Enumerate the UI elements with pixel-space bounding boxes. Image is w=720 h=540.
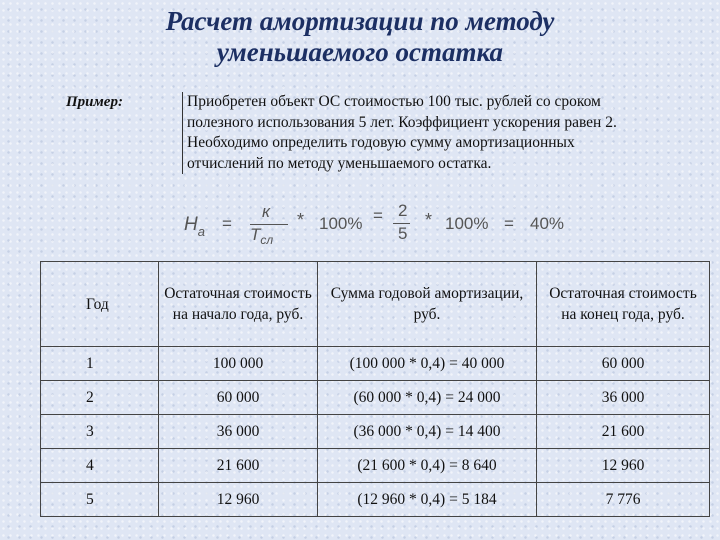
cell-start-value: 60 000 <box>159 381 318 415</box>
formula-pct-2: 100% <box>445 214 489 233</box>
cell-end-value: 36 000 <box>537 381 710 415</box>
formula-num-1: к <box>262 202 271 221</box>
formula-mult-2: * <box>425 210 433 230</box>
example-label: Пример: <box>66 94 123 110</box>
formula-den-2: 5 <box>398 224 408 243</box>
cell-amortization: (60 000 * 0,4) = 24 000 <box>318 381 537 415</box>
cell-year: 2 <box>41 381 159 415</box>
table-header-row <box>41 262 710 347</box>
example-line: отчислений по методу уменьшаемого остатка. <box>187 154 492 172</box>
header-end-value: Остаточная стоимость на конец года, руб. <box>537 262 710 347</box>
formula <box>180 202 600 248</box>
cell-year: 5 <box>41 483 159 517</box>
header-annual-amortization: Сумма годовой амортизации, руб. <box>318 262 537 347</box>
formula-eq-1: = <box>222 214 232 233</box>
formula-den-1-sub: сл <box>260 233 274 247</box>
table-row <box>41 449 710 483</box>
formula-num-2: 2 <box>398 201 408 220</box>
formula-eq-3: = <box>504 214 514 233</box>
example-line: Необходимо определить годовую сумму амортизационных <box>187 134 575 151</box>
example-line: полезного использования 5 лет. Коэффициент ускорения равен 2. <box>187 113 617 131</box>
formula-lhs-main: Н <box>184 214 198 235</box>
cell-end-value: 7 776 <box>537 483 710 517</box>
example-text <box>182 92 707 174</box>
cell-year: 1 <box>41 347 159 381</box>
title-line-2: уменьшаемого остатка <box>216 37 504 67</box>
cell-year: 3 <box>41 415 159 449</box>
example-line: Приобретен объект ОС стоимостью 100 тыс. рублей со сроком <box>187 93 601 110</box>
table-row <box>41 347 710 381</box>
cell-end-value: 21 600 <box>537 415 710 449</box>
header-year: Год <box>41 262 159 347</box>
amortization-table <box>40 261 710 517</box>
cell-amortization: (36 000 * 0,4) = 14 400 <box>318 415 537 449</box>
table-row <box>41 415 710 449</box>
formula-result: 40% <box>530 214 565 233</box>
formula-lhs-sub: а <box>197 224 205 239</box>
title-line-1: Расчет амортизации по методу <box>165 6 555 36</box>
cell-amortization: (100 000 * 0,4) = 40 000 <box>318 347 537 381</box>
cell-end-value: 12 960 <box>537 449 710 483</box>
cell-end-value: 60 000 <box>537 347 710 381</box>
cell-start-value: 21 600 <box>159 449 318 483</box>
formula-eq-2: = <box>373 206 383 225</box>
header-start-value: Остаточная стоимость на начало года, руб. <box>159 262 318 347</box>
cell-start-value: 100 000 <box>159 347 318 381</box>
formula-pct-1: 100% <box>319 214 363 233</box>
table-row <box>41 381 710 415</box>
cell-year: 4 <box>41 449 159 483</box>
formula-den-1 <box>250 225 273 245</box>
page-title <box>0 6 720 68</box>
cell-amortization: (21 600 * 0,4) = 8 640 <box>318 449 537 483</box>
cell-start-value: 12 960 <box>159 483 318 517</box>
formula-lhs <box>184 214 205 239</box>
cell-start-value: 36 000 <box>159 415 318 449</box>
formula-mult-1: * <box>297 210 305 230</box>
cell-amortization: (12 960 * 0,4) = 5 184 <box>318 483 537 517</box>
formula-den-1-main: Т <box>250 225 261 244</box>
table-row <box>41 483 710 517</box>
